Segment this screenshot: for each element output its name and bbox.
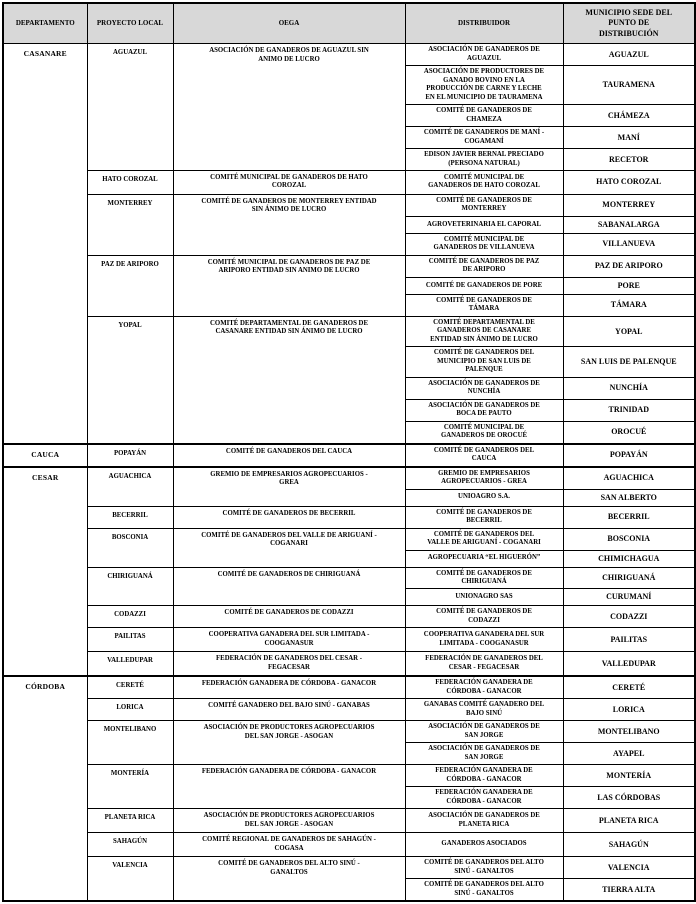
cell-distribuidor: GREMIO DE EMPRESARIOS AGROPECUARIOS - GREA [405,467,563,489]
cell-distribuidor: AGROVETERINARIA EL CAPORAL [405,216,563,233]
col-header-departamento: DEPARTAMENTO [3,3,87,44]
cell-oega: COMITÉ DE GANADEROS DEL ALTO SINÚ - GANALTOS [173,857,405,901]
cell-distribuidor: ASOCIACIÓN DE GANADEROS DE SAN JORGE [405,743,563,765]
cell-municipio: VALLEDUPAR [563,652,695,676]
cell-distribuidor: UNIONAGRO SAS [405,589,563,606]
cell-proyecto-local: CERETÉ [87,676,173,698]
cell-distribuidor: COMITÉ DE GANADEROS DEL MUNICIPIO DE SAN LUIS DE PALENQUE [405,347,563,377]
table-row [3,316,695,346]
cell-distribuidor: COMITÉ MUNICIPAL DE GANADEROS DE VILLANUEVA [405,233,563,255]
table-row [3,833,695,857]
cell-distribuidor: COMITÉ DE GANADEROS DE CHAMEZA [405,105,563,127]
cell-municipio: CODAZZI [563,606,695,628]
cell-distribuidor: ASOCIACIÓN DE GANADEROS DE SAN JORGE [405,721,563,743]
table-row [3,567,695,589]
table-row [3,809,695,833]
cell-distribuidor: COMITÉ DE GANADEROS DE MANÍ - COGAMANÍ [405,127,563,149]
table-row [3,606,695,628]
col-header-distribuidor: DISTRIBUIDOR [405,3,563,44]
cell-distribuidor: COMITÉ DE GANADEROS DE PORE [405,277,563,294]
cell-proyecto-local: VALLEDUPAR [87,652,173,676]
cell-proyecto-local: PLANETA RICA [87,809,173,833]
table-row [3,44,695,66]
cell-municipio: SAN LUIS DE PALENQUE [563,347,695,377]
table-row [3,699,695,721]
cell-municipio: BOSCONIA [563,528,695,550]
cell-distribuidor: UNIOAGRO S.A. [405,489,563,506]
cell-municipio: MANÍ [563,127,695,149]
cell-proyecto-local: MONTERREY [87,194,173,255]
cell-municipio: TIERRA ALTA [563,879,695,901]
cell-departamento: CASANARE [3,44,87,444]
cell-distribuidor: ASOCIACIÓN DE GANADEROS DE PLANETA RICA [405,809,563,833]
cell-municipio: TRINIDAD [563,399,695,421]
cell-oega: COOPERATIVA GANADERA DEL SUR LIMITADA - COOGANASUR [173,628,405,652]
cell-distribuidor: GANADEROS ASOCIADOS [405,833,563,857]
cell-distribuidor: COMITÉ MUNICIPAL DE GANADEROS DE OROCUÉ [405,421,563,443]
cell-municipio: MONTELIBANO [563,721,695,743]
cell-distribuidor: ASOCIACIÓN DE GANADEROS DE AGUAZUL [405,44,563,66]
cell-municipio: CURUMANÍ [563,589,695,606]
cell-oega: ASOCIACIÓN DE PRODUCTORES AGROPECUARIOS DEL SAN JORGE - ASOGAN [173,809,405,833]
cell-distribuidor: COMITÉ DE GANADEROS DE CHIRIGUANÁ [405,567,563,589]
cell-proyecto-local: AGUACHICA [87,467,173,506]
cell-proyecto-local: VALENCIA [87,857,173,901]
cell-proyecto-local: AGUAZUL [87,44,173,171]
cell-municipio: TÁMARA [563,294,695,316]
cell-municipio: BECERRIL [563,506,695,528]
cell-municipio: PAZ DE ARIPORO [563,255,695,277]
cell-oega: COMITÉ MUNICIPAL DE GANADEROS DE PAZ DE ARIPORO ENTIDAD SIN ANIMO DE LUCRO [173,255,405,316]
table-row [3,170,695,194]
table-row [3,467,695,489]
cell-oega: ASOCIACIÓN DE GANADEROS DE AGUAZUL SIN ANIMO DE LUCRO [173,44,405,171]
cell-municipio: CERETÉ [563,676,695,698]
cell-municipio: TAURAMENA [563,66,695,105]
cell-proyecto-local: CODAZZI [87,606,173,628]
cell-distribuidor: COOPERATIVA GANADERA DEL SUR LIMITADA - COOGANASUR [405,628,563,652]
cell-municipio: MONTERÍA [563,765,695,787]
col-header-proyecto-local: PROYECTO LOCAL [87,3,173,44]
table-row [3,676,695,698]
cell-distribuidor: COMITÉ MUNICIPAL DE GANADEROS DE HATO COROZAL [405,170,563,194]
cell-municipio: NUNCHÍA [563,377,695,399]
col-header-oega: OEGA [173,3,405,44]
table-row [3,857,695,879]
cell-municipio: LAS CÓRDOBAS [563,787,695,809]
cell-departamento: CAUCA [3,444,87,467]
cell-distribuidor: COMITÉ DE GANADEROS DE BECERRIL [405,506,563,528]
cell-proyecto-local: BOSCONIA [87,528,173,567]
cell-municipio: POPAYÁN [563,444,695,467]
header-row [3,3,695,44]
cell-municipio: SAHAGÚN [563,833,695,857]
cell-oega: COMITÉ REGIONAL DE GANADEROS DE SAHAGÚN - COGASA [173,833,405,857]
cell-proyecto-local: CHIRIGUANÁ [87,567,173,606]
cell-oega: FEDERACIÓN DE GANADEROS DEL CESAR - FEGACESAR [173,652,405,676]
cell-municipio: YOPAL [563,316,695,346]
cell-municipio: SABANALARGA [563,216,695,233]
cell-proyecto-local: HATO COROZAL [87,170,173,194]
cell-distribuidor: FEDERACIÓN GANADERA DE CÓRDOBA - GANACOR [405,765,563,787]
cell-oega: COMITÉ DE GANADEROS DEL VALLE DE ARIGUANÍ - COGANARI [173,528,405,567]
cell-distribuidor: COMITÉ DE GANADEROS DE PAZ DE ARIPORO [405,255,563,277]
table-row [3,444,695,467]
cell-oega: GREMIO DE EMPRESARIOS AGROPECUARIOS - GREA [173,467,405,506]
cell-proyecto-local: BECERRIL [87,506,173,528]
cell-distribuidor: AGROPECUARIA “EL HIGUERÓN” [405,550,563,567]
distribution-table [2,2,696,902]
cell-distribuidor: FEDERACIÓN DE GANADEROS DEL CESAR - FEGACESAR [405,652,563,676]
table-row [3,765,695,787]
cell-oega: COMITÉ GANADERO DEL BAJO SINÚ - GANABAS [173,699,405,721]
cell-distribuidor: COMITÉ DE GANADEROS DE MONTERREY [405,194,563,216]
cell-distribuidor: FEDERACIÓN GANADERA DE CÓRDOBA - GANACOR [405,676,563,698]
col-header-municipio: MUNICIPIO SEDE DEL PUNTO DE DISTRIBUCIÓN [563,3,695,44]
cell-oega: ASOCIACIÓN DE PRODUCTORES AGROPECUARIOS DEL SAN JORGE - ASOGAN [173,721,405,765]
cell-distribuidor: COMITÉ DE GANADEROS DEL VALLE DE ARIGUANÍ - COGANARI [405,528,563,550]
cell-oega: FEDERACIÓN GANADERA DE CÓRDOBA - GANACOR [173,765,405,809]
cell-distribuidor: COMITÉ DE GANADEROS DEL ALTO SINÚ - GANALTOS [405,857,563,879]
cell-municipio: PAILITAS [563,628,695,652]
cell-municipio: VILLANUEVA [563,233,695,255]
cell-distribuidor: ASOCIACIÓN DE PRODUCTORES DE GANADO BOVINO EN LA PRODUCCIÓN DE CARNE Y LECHE EN EL MUNICIPIO DE TAURAMENA [405,66,563,105]
cell-distribuidor: FEDERACIÓN GANADERA DE CÓRDOBA - GANACOR [405,787,563,809]
cell-municipio: PLANETA RICA [563,809,695,833]
cell-oega: COMITÉ DE GANADEROS DEL CAUCA [173,444,405,467]
cell-distribuidor: COMITÉ DE GANADEROS DEL ALTO SINÚ - GANALTOS [405,879,563,901]
table-row [3,628,695,652]
cell-municipio: RECETOR [563,149,695,171]
cell-municipio: OROCUÉ [563,421,695,443]
cell-oega: COMITÉ DE GANADEROS DE CODAZZI [173,606,405,628]
cell-municipio: PORE [563,277,695,294]
cell-distribuidor: ASOCIACIÓN DE GANADEROS DE BOCA DE PAUTO [405,399,563,421]
cell-distribuidor: EDISON JAVIER BERNAL PRECIADO (PERSONA NATURAL) [405,149,563,171]
cell-municipio: AGUACHICA [563,467,695,489]
cell-distribuidor: GANABAS COMITÉ GANADERO DEL BAJO SINÚ [405,699,563,721]
table-row [3,194,695,216]
table-row [3,506,695,528]
cell-oega: COMITÉ DE GANADEROS DE BECERRIL [173,506,405,528]
cell-proyecto-local: SAHAGÚN [87,833,173,857]
cell-municipio: AYAPEL [563,743,695,765]
cell-distribuidor: COMITÉ DE GANADEROS DE CODAZZI [405,606,563,628]
cell-departamento: CÓRDOBA [3,676,87,901]
cell-distribuidor: COMITÉ DE GANADEROS DE TÁMARA [405,294,563,316]
table-header [3,3,695,44]
cell-distribuidor: COMITÉ DEPARTAMENTAL DE GANADEROS DE CASANARE ENTIDAD SIN ÁNIMO DE LUCRO [405,316,563,346]
cell-municipio: CHIRIGUANÁ [563,567,695,589]
cell-proyecto-local: POPAYÁN [87,444,173,467]
table-row [3,255,695,277]
cell-proyecto-local: LORICA [87,699,173,721]
table-row [3,528,695,550]
cell-departamento: CESAR [3,467,87,677]
cell-distribuidor: ASOCIACIÓN DE GANADEROS DE NUNCHÍA [405,377,563,399]
cell-proyecto-local: PAILITAS [87,628,173,652]
cell-oega: COMITÉ MUNICIPAL DE GANADEROS DE HATO COROZAL [173,170,405,194]
table-row [3,721,695,743]
cell-municipio: CHÁMEZA [563,105,695,127]
cell-oega: COMITÉ DE GANADEROS DE CHIRIGUANÁ [173,567,405,606]
table-body [3,44,695,901]
cell-proyecto-local: YOPAL [87,316,173,443]
cell-municipio: LORICA [563,699,695,721]
cell-municipio: SAN ALBERTO [563,489,695,506]
cell-oega: FEDERACIÓN GANADERA DE CÓRDOBA - GANACOR [173,676,405,698]
cell-municipio: MONTERREY [563,194,695,216]
cell-proyecto-local: PAZ DE ARIPORO [87,255,173,316]
cell-proyecto-local: MONTERÍA [87,765,173,809]
cell-oega: COMITÉ DEPARTAMENTAL DE GANADEROS DE CASANARE ENTIDAD SIN ÁNIMO DE LUCRO [173,316,405,443]
cell-municipio: HATO COROZAL [563,170,695,194]
cell-municipio: CHIMICHAGUA [563,550,695,567]
cell-municipio: VALENCIA [563,857,695,879]
table-row [3,652,695,676]
cell-distribuidor: COMITÉ DE GANADEROS DEL CAUCA [405,444,563,467]
cell-oega: COMITÉ DE GANADEROS DE MONTERREY ENTIDAD SIN ÁNIMO DE LUCRO [173,194,405,255]
cell-municipio: AGUAZUL [563,44,695,66]
cell-proyecto-local: MONTELIBANO [87,721,173,765]
